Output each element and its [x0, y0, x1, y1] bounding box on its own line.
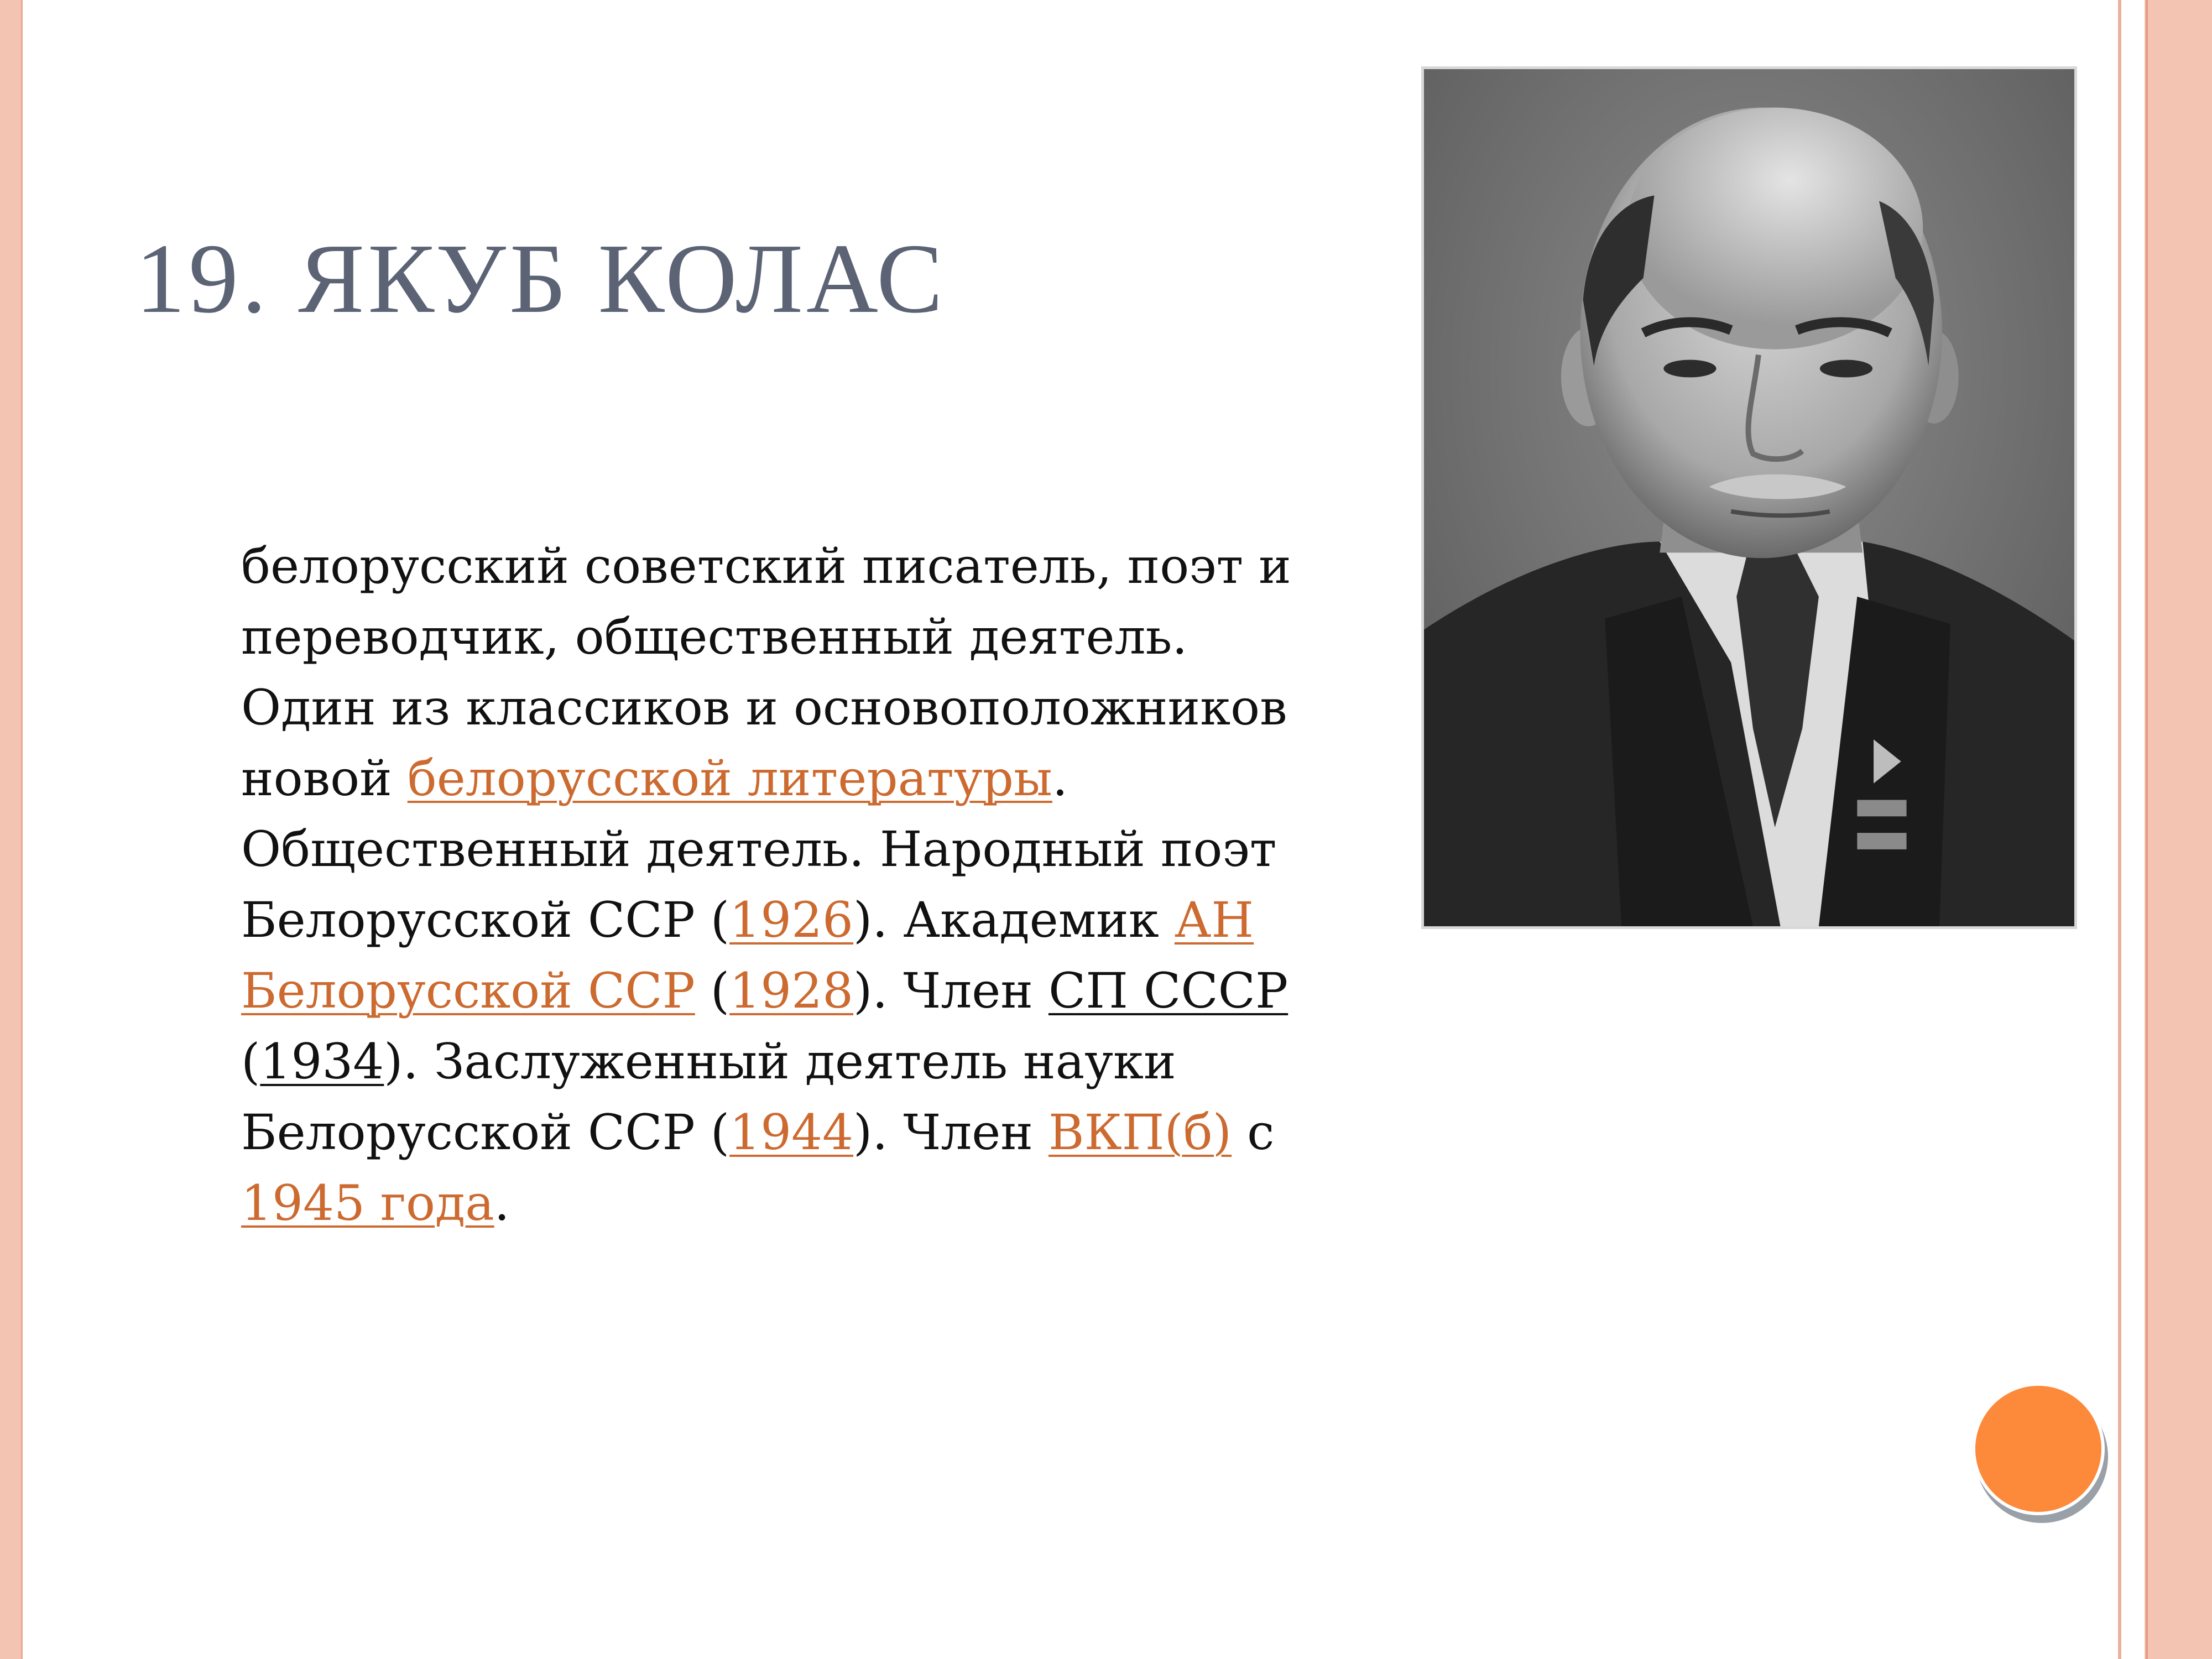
portrait-photo [1421, 66, 2077, 929]
body-text-6: ( [241, 1033, 260, 1090]
link-year-1945[interactable]: 1945 года [241, 1175, 494, 1232]
body-text-2: . Общественный деятель. Народный поэт Белорусской ССР ( [241, 750, 1277, 948]
link-year-1934[interactable]: 1934 [260, 1033, 384, 1090]
body-text-9: с [1232, 1104, 1275, 1161]
right-accent-gap [2121, 0, 2145, 1659]
body-text-1: белорусский советский писатель, поэт и переводчик, общественный деятель. Один из классиков и основоположников новой [241, 538, 1291, 807]
right-accent-bar-edge [2146, 0, 2148, 1659]
link-year-1926[interactable]: 1926 [729, 891, 854, 948]
biography-text [241, 531, 1325, 1239]
link-writers-union[interactable]: СП СССР [1048, 962, 1288, 1019]
body-text-4: ( [695, 962, 730, 1019]
right-accent-bar [2145, 0, 2212, 1659]
body-text-5: ). Член [853, 962, 1048, 1019]
body-text-3: ). Академик [853, 891, 1175, 948]
orange-circle-icon [1972, 1383, 2105, 1515]
link-belarusian-literature[interactable]: белорусской литературы [407, 750, 1052, 807]
link-academy-of-sciences[interactable]: АН Белорусской ССР [241, 891, 1254, 1019]
left-accent-line [21, 0, 23, 1659]
body-text-7: ). Заслуженный деятель науки Белорусской ССР ( [241, 1033, 1176, 1161]
link-year-1944[interactable]: 1944 [729, 1104, 854, 1161]
link-year-1928[interactable]: 1928 [729, 962, 854, 1019]
slide-title: 19. ЯКУБ КОЛАС [135, 223, 947, 333]
body-text-10: . [494, 1175, 510, 1232]
link-vkpb[interactable]: ВКП(б) [1048, 1104, 1232, 1161]
left-accent-bar [0, 0, 21, 1659]
portrait-image [1424, 69, 2074, 926]
body-text-8: ). Член [853, 1104, 1048, 1161]
